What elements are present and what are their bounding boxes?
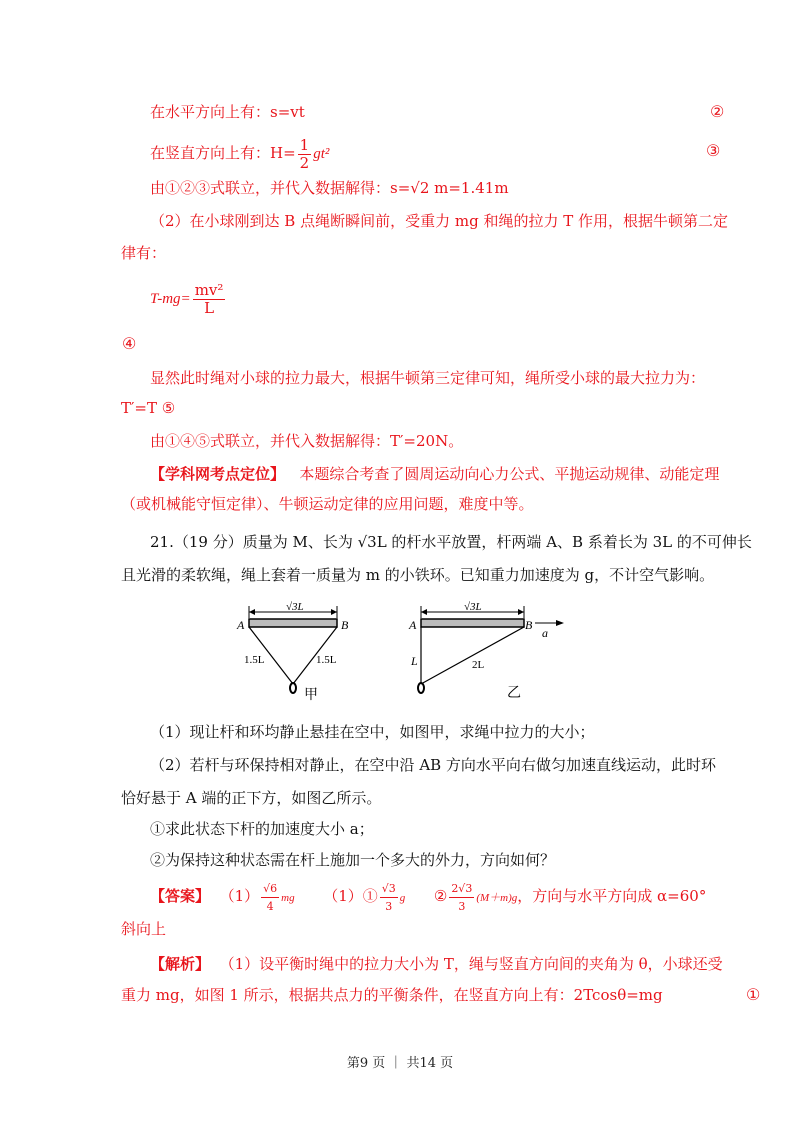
label-right-rope: 1.5L bbox=[316, 654, 337, 666]
eq-horizontal: 在水平方向上有：s=vt bbox=[150, 103, 305, 121]
eq-result-s: 由①②③式联立，并代入数据解得：s=√2 m=1.41m bbox=[150, 179, 509, 197]
eq-number-1: ① bbox=[746, 985, 761, 1004]
figure-yi bbox=[404, 598, 574, 706]
rod bbox=[421, 619, 524, 627]
eq-number-3: ③ bbox=[706, 141, 721, 160]
q21-line1: 21.（19 分）质量为 M、长为 √3L 的杆水平放置，杆两端 A、B 系着长为 3L 的不可伸长 bbox=[150, 533, 752, 551]
q21-line2: 且光滑的柔软绳，绳上套着一质量为 m 的小铁环。已知重力加速度为 g，不计空气影响。 bbox=[121, 566, 715, 584]
iron-ring bbox=[290, 683, 296, 693]
rope-diagonal bbox=[421, 627, 524, 684]
kaodian-line2: （或机械能守恒定律）、牛顿运动定律的应用问题，难度中等。 bbox=[121, 495, 534, 513]
eq-number-4: ④ bbox=[122, 334, 137, 353]
label-sqrt3L: √3L bbox=[286, 601, 304, 613]
para-4: 由①④⑤式联立，并代入数据解得：T′=20N。 bbox=[150, 432, 464, 450]
label-B: B bbox=[525, 618, 533, 632]
eq-vertical: 在竖直方向上有：H= $\frac{1}{2}$ gt² bbox=[150, 135, 330, 172]
label-a: a bbox=[542, 626, 548, 640]
label-A: A bbox=[237, 618, 245, 632]
rod bbox=[249, 619, 337, 627]
q21-sub2-line2: 恰好悬于 A 端的正下方，如图乙所示。 bbox=[121, 789, 382, 807]
para-3-line2: T′=T ⑤ bbox=[121, 399, 176, 417]
para-3-line1: 显然此时绳对小球的拉力最大，根据牛顿第三定律可知，绳所受小球的最大拉力为： bbox=[150, 369, 706, 387]
eq-number-2: ② bbox=[710, 102, 725, 121]
label-B: B bbox=[341, 618, 349, 632]
q21-sub2-line1: （2）若杆与环保持相对静止，在空中沿 AB 方向水平向右做匀加速直线运动，此时环 bbox=[150, 756, 716, 774]
kaodian-line1: 【学科网考点定位】 本题综合考查了圆周运动向心力公式、平抛运动规律、动能定理 bbox=[150, 465, 720, 483]
eq-newton2: T-mg= $\frac{\text{mv²}}{L}$ bbox=[150, 280, 224, 317]
label-2L: 2L bbox=[472, 659, 485, 671]
label-left-rope: 1.5L bbox=[244, 654, 265, 666]
caption-jia: 甲 bbox=[304, 687, 318, 703]
q21-sub2a: ①求此状态下杆的加速度大小 a； bbox=[150, 820, 374, 838]
answer-line1: 【答案】 （1） $\frac{√6}{4}$ mg （1）① $\frac{√3}{3}$ g ② $\frac{2√3}{3}$ (M＋m)g，方向与水平方向成 α=60° bbox=[150, 881, 707, 913]
label-A: A bbox=[409, 618, 417, 632]
label-L: L bbox=[411, 654, 418, 668]
q21-sub1: （1）现让杆和环均静止悬挂在空中，如图甲，求绳中拉力的大小； bbox=[150, 723, 595, 741]
answer-line2: 斜向上 bbox=[121, 920, 167, 938]
para-2-line1: （2）在小球刚到达 B 点绳断瞬间前，受重力 mg 和绳的拉力 T 作用，根据牛顿第二定 bbox=[150, 212, 729, 230]
q21-sub2b: ②为保持这种状态需在杆上施加一个多大的外力，方向如何？ bbox=[150, 851, 556, 869]
analysis-line2: 重力 mg，如图 1 所示，根据共点力的平衡条件，在竖直方向上有：2Tcosθ=mg bbox=[121, 986, 663, 1004]
para-2-line2: 律有： bbox=[121, 244, 167, 262]
label-sqrt3L: √3L bbox=[464, 601, 482, 613]
analysis-line1: 【解析】 （1）设平衡时绳中的拉力大小为 T，绳与竖直方向间的夹角为 θ，小球还受 bbox=[150, 955, 723, 973]
figure-jia bbox=[228, 598, 368, 706]
caption-yi: 乙 bbox=[507, 685, 521, 701]
iron-ring bbox=[418, 683, 424, 693]
page-footer: 第9 页 ｜ 共14 页 bbox=[346, 1056, 454, 1071]
